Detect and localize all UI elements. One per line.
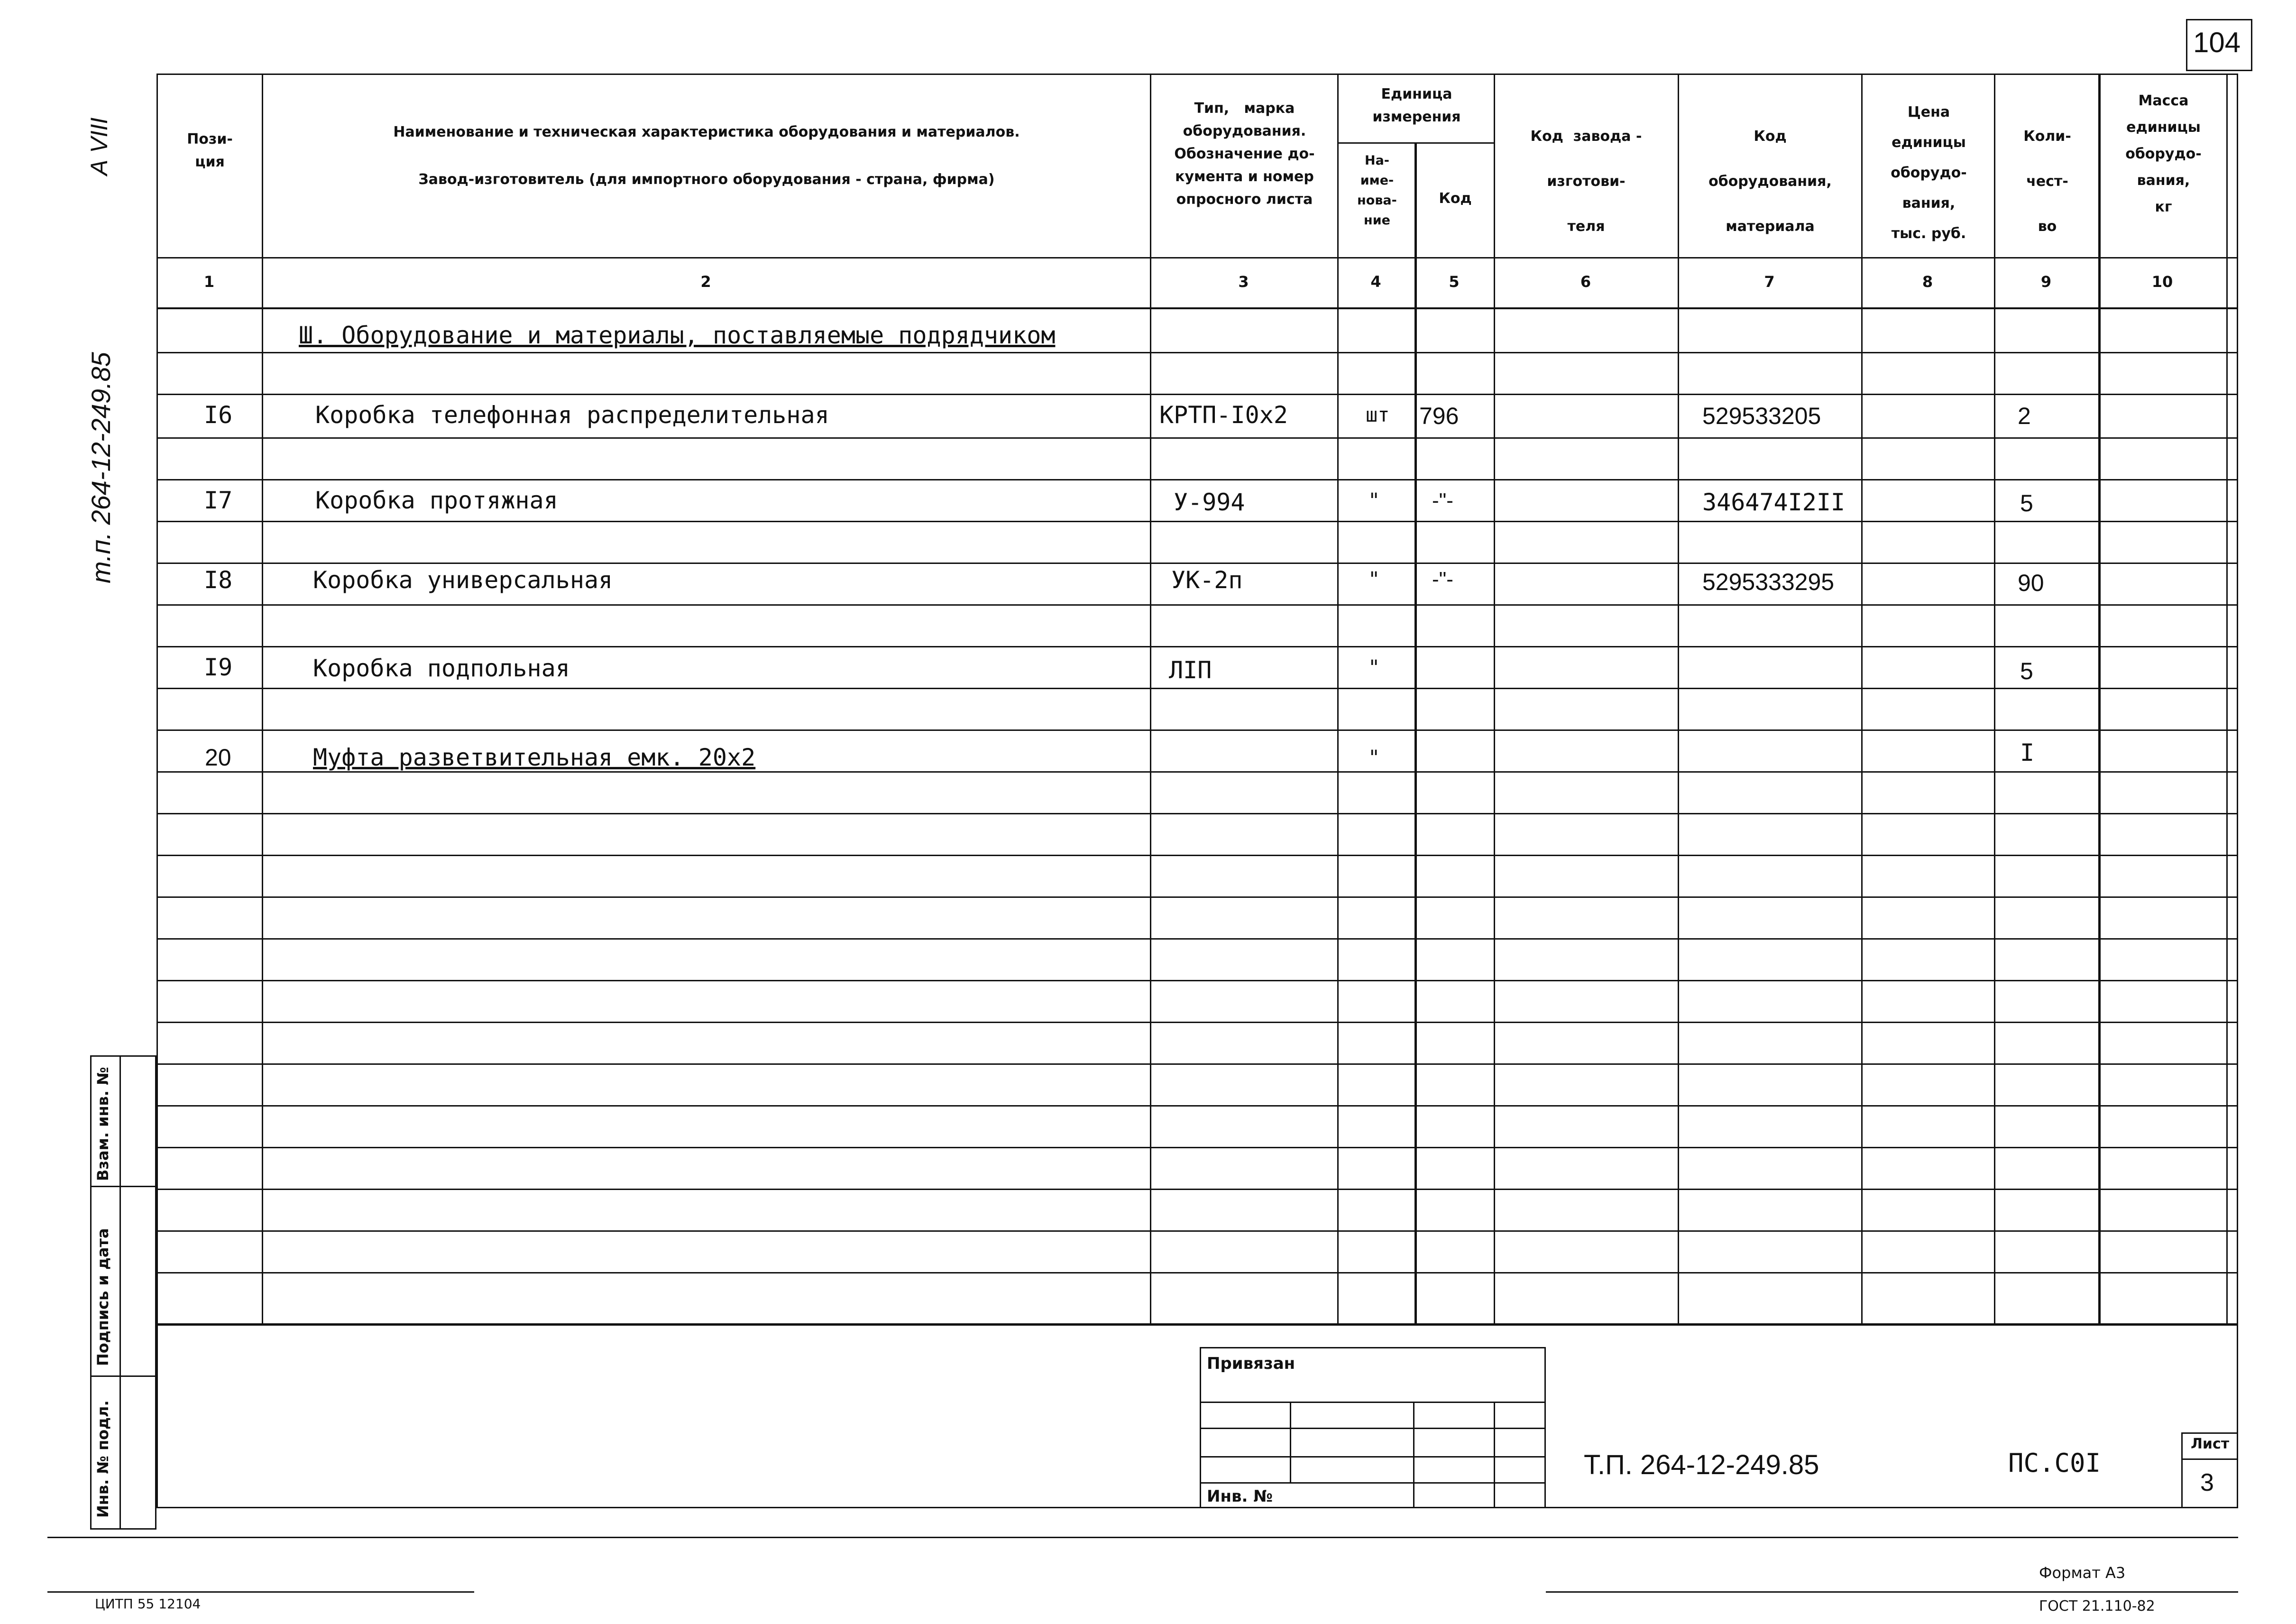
header-name: Наименование и техническая характеристика оборудования и материалов. xyxy=(393,124,1020,140)
sheet-code: ПС.С0I xyxy=(2008,1448,2101,1478)
stamp-inv-podl: Инв. № подл. xyxy=(94,1400,112,1518)
row-equipment-code: 529533205 xyxy=(1702,403,1821,429)
header-plant-code: Код завода - изготови- теля xyxy=(1530,128,1642,235)
title-block xyxy=(156,1323,2238,1508)
row-name: Коробка универсальная xyxy=(313,566,613,594)
album-label: А VIII xyxy=(86,117,112,175)
row-type: КРТП-I0х2 xyxy=(1159,401,1288,429)
row-quantity: 90 xyxy=(2018,570,2044,596)
col-number: 1 xyxy=(203,273,215,291)
row-equipment-code: 346474I2II xyxy=(1702,489,1846,516)
header-type: Тип, марка оборудования. Обозначение до- кумента и номер опросного листа xyxy=(1174,100,1315,208)
row-name: Коробка протяжная xyxy=(315,487,558,514)
row-quantity: I xyxy=(2020,739,2035,766)
side-document-code: т.п. 264-12-249.85 xyxy=(86,352,116,583)
header-quantity: Коли- чест- во xyxy=(2023,128,2071,235)
header-unit-code: Код xyxy=(1439,190,1472,207)
row-type: ЛIП xyxy=(1169,656,1212,684)
header-manufacturer: Завод-изготовитель (для импортного оборудования - страна, фирма) xyxy=(418,171,995,188)
row-position: 20 xyxy=(205,744,231,771)
inv-no-label: Инв. № xyxy=(1207,1487,1273,1506)
col-number: 10 xyxy=(2151,273,2173,291)
header-price: Цена единицы оборудо- вания, тыс. руб. xyxy=(1891,104,1967,242)
row-unit: шт xyxy=(1366,403,1390,426)
row-unit-code: 796 xyxy=(1419,403,1459,429)
format-label: Формат А3 xyxy=(2039,1564,2126,1582)
header-unit: Единица измерения xyxy=(1372,86,1461,125)
page-number: 104 xyxy=(2193,27,2241,58)
privyazan-label: Привязан xyxy=(1207,1354,1295,1373)
row-position: I8 xyxy=(204,566,233,594)
row-quantity: 5 xyxy=(2020,658,2033,684)
row-unit: " xyxy=(1368,746,1380,769)
col-number: 5 xyxy=(1449,273,1460,291)
row-unit-code: -"- xyxy=(1432,489,1453,512)
section-title: Ш. Оборудование и материалы, поставляемые подрядчиком xyxy=(299,322,1056,349)
col-number: 6 xyxy=(1580,273,1591,291)
row-quantity: 5 xyxy=(2020,490,2033,517)
gost-label: ГОСТ 21.110-82 xyxy=(2039,1598,2155,1615)
col-number: 2 xyxy=(700,273,711,291)
list-label: Лист xyxy=(2191,1436,2230,1452)
header-equipment-code: Код оборудования, материала xyxy=(1708,128,1832,235)
col-number: 9 xyxy=(2040,273,2052,291)
stamp-podpis-data: Подпись и дата xyxy=(94,1228,112,1366)
col-number: 7 xyxy=(1764,273,1775,291)
row-unit-code: -"- xyxy=(1432,568,1453,591)
row-type: У-994 xyxy=(1174,489,1245,516)
row-quantity: 2 xyxy=(2018,403,2031,429)
row-position: I6 xyxy=(204,401,233,429)
row-name: Муфта разветвительная емк. 20х2 xyxy=(313,744,756,771)
footer-left-code: ЦИТП 55 12104 xyxy=(95,1596,201,1612)
row-equipment-code: 5295333295 xyxy=(1702,569,1835,595)
row-unit: " xyxy=(1368,655,1380,679)
col-number: 3 xyxy=(1238,273,1249,291)
header-unit-name: На- име- нова- ние xyxy=(1357,153,1397,228)
row-position: I9 xyxy=(204,654,233,681)
stamp-vzam-inv: Взам. инв. № xyxy=(94,1067,112,1181)
row-position: I7 xyxy=(204,487,233,514)
main-table xyxy=(156,74,2238,1326)
col-number: 8 xyxy=(1922,273,1933,291)
row-unit: " xyxy=(1368,567,1380,591)
row-unit: " xyxy=(1368,489,1380,512)
row-type: УК-2п xyxy=(1171,566,1243,594)
list-number: 3 xyxy=(2200,1469,2214,1496)
header-position: Пози- ция xyxy=(187,131,233,170)
row-name: Коробка подпольная xyxy=(313,655,570,682)
row-name: Коробка телефонная распределительная xyxy=(315,401,829,429)
document-code: Т.П. 264-12-249.85 xyxy=(1584,1449,1819,1480)
col-number: 4 xyxy=(1370,273,1381,291)
header-mass: Масса единицы оборудо- вания, кг xyxy=(2125,92,2202,215)
